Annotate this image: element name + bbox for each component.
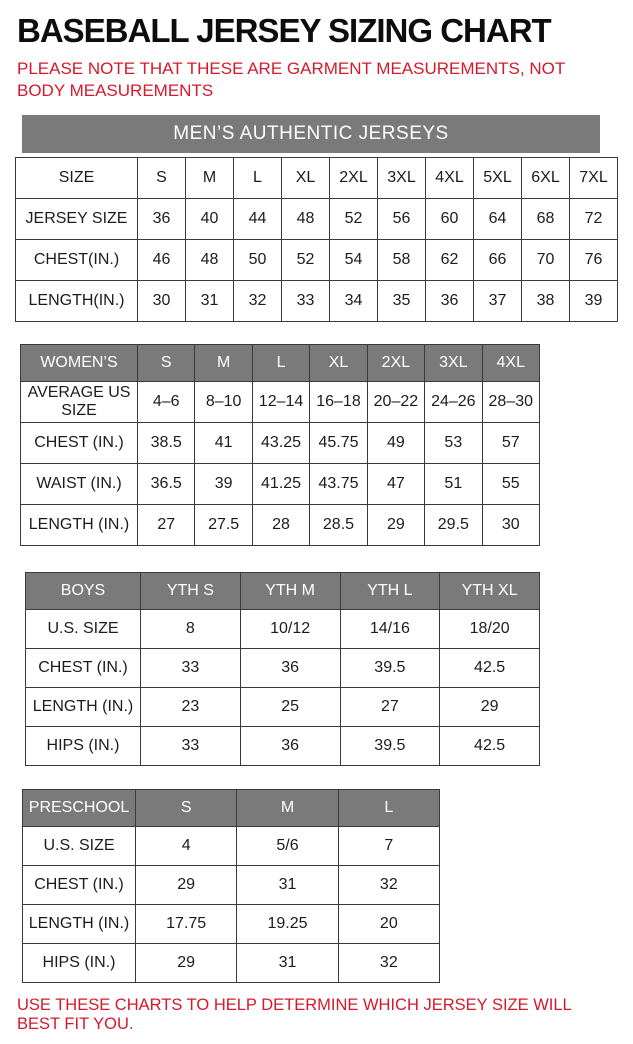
column-header: S	[138, 344, 195, 381]
size-value-cell: 50	[234, 239, 282, 280]
size-value-cell: 57	[482, 422, 539, 463]
row-label: LENGTH (IN.)	[23, 904, 136, 943]
size-value-cell: 38	[522, 280, 570, 321]
size-value-cell: 38.5	[138, 422, 195, 463]
size-value-cell: 36	[426, 280, 474, 321]
table-row	[16, 239, 618, 280]
size-value-cell: 30	[482, 504, 539, 545]
size-value-cell: 19.25	[237, 904, 338, 943]
size-value-cell: 32	[234, 280, 282, 321]
table-row	[26, 648, 540, 687]
size-value-cell: 39.5	[340, 648, 440, 687]
size-value-cell: 3XL	[378, 157, 426, 198]
row-label: U.S. SIZE	[23, 826, 136, 865]
column-header: M	[195, 344, 252, 381]
size-value-cell: 5/6	[237, 826, 338, 865]
table-row	[21, 381, 540, 422]
size-value-cell: 45.75	[310, 422, 367, 463]
table-row	[21, 463, 540, 504]
table-row	[16, 198, 618, 239]
row-label: HIPS (IN.)	[23, 943, 136, 982]
row-label: HIPS (IN.)	[26, 726, 141, 765]
size-value-cell: 27	[138, 504, 195, 545]
table-row	[21, 504, 540, 545]
row-label: SIZE	[16, 157, 138, 198]
size-value-cell: 28–30	[482, 381, 539, 422]
size-value-cell: 29.5	[425, 504, 482, 545]
size-value-cell: 17.75	[136, 904, 237, 943]
size-value-cell: 4XL	[426, 157, 474, 198]
size-value-cell: 32	[338, 943, 439, 982]
row-label: JERSEY SIZE	[16, 198, 138, 239]
size-value-cell: 14/16	[340, 609, 440, 648]
size-value-cell: 23	[141, 687, 241, 726]
column-header: YTH S	[141, 572, 241, 609]
size-value-cell: 68	[522, 198, 570, 239]
size-value-cell: 53	[425, 422, 482, 463]
table-row	[16, 157, 618, 198]
row-label: CHEST (IN.)	[21, 422, 138, 463]
size-value-cell: 44	[234, 198, 282, 239]
boys-sizing-table	[25, 572, 540, 766]
table-row	[23, 826, 440, 865]
size-value-cell: 32	[338, 865, 439, 904]
table-title-cell: BOYS	[26, 572, 141, 609]
table-row	[21, 422, 540, 463]
row-label: U.S. SIZE	[26, 609, 141, 648]
column-header: S	[136, 789, 237, 826]
table-row	[26, 687, 540, 726]
column-header: 3XL	[425, 344, 482, 381]
mens-authentic-jerseys-banner: MEN’S AUTHENTIC JERSEYS	[22, 115, 600, 153]
column-header: 4XL	[482, 344, 539, 381]
row-label: WAIST (IN.)	[21, 463, 138, 504]
size-value-cell: 41.25	[252, 463, 309, 504]
garment-measurement-note: PLEASE NOTE THAT THESE ARE GARMENT MEASUREMENTS, NOT BODY MEASUREMENTS	[17, 58, 565, 100]
row-label: CHEST(IN.)	[16, 239, 138, 280]
table-header-row	[26, 572, 540, 609]
size-value-cell: 28.5	[310, 504, 367, 545]
size-value-cell: 39	[195, 463, 252, 504]
size-value-cell: 70	[522, 239, 570, 280]
size-value-cell: 56	[378, 198, 426, 239]
size-value-cell: 6XL	[522, 157, 570, 198]
size-value-cell: 18/20	[440, 609, 540, 648]
size-value-cell: 29	[136, 943, 237, 982]
table-row	[23, 904, 440, 943]
row-label: LENGTH(IN.)	[16, 280, 138, 321]
size-value-cell: 62	[426, 239, 474, 280]
table-row	[23, 865, 440, 904]
preschool-sizing-table	[22, 789, 440, 983]
size-value-cell: 5XL	[474, 157, 522, 198]
size-value-cell: 34	[330, 280, 378, 321]
size-value-cell: 8	[141, 609, 241, 648]
size-value-cell: 60	[426, 198, 474, 239]
table-title-cell: PRESCHOOL	[23, 789, 136, 826]
size-value-cell: S	[138, 157, 186, 198]
row-label: LENGTH (IN.)	[26, 687, 141, 726]
womens-sizing-table	[20, 344, 540, 546]
size-value-cell: 10/12	[240, 609, 340, 648]
column-header: M	[237, 789, 338, 826]
size-value-cell: 39	[570, 280, 618, 321]
size-value-cell: 42.5	[440, 648, 540, 687]
row-label: CHEST (IN.)	[26, 648, 141, 687]
size-value-cell: 51	[425, 463, 482, 504]
row-label: CHEST (IN.)	[23, 865, 136, 904]
size-value-cell: 25	[240, 687, 340, 726]
size-value-cell: 64	[474, 198, 522, 239]
size-value-cell: 48	[186, 239, 234, 280]
column-header: YTH XL	[440, 572, 540, 609]
column-header: YTH M	[240, 572, 340, 609]
size-value-cell: 4–6	[138, 381, 195, 422]
size-value-cell: 8–10	[195, 381, 252, 422]
size-value-cell: 31	[237, 865, 338, 904]
table-row	[16, 280, 618, 321]
size-value-cell: 40	[186, 198, 234, 239]
size-value-cell: 52	[282, 239, 330, 280]
size-value-cell: 52	[330, 198, 378, 239]
column-header: 2XL	[367, 344, 424, 381]
size-value-cell: 33	[282, 280, 330, 321]
size-value-cell: 16–18	[310, 381, 367, 422]
size-value-cell: 28	[252, 504, 309, 545]
size-value-cell: 33	[141, 648, 241, 687]
size-value-cell: 36	[138, 198, 186, 239]
size-value-cell: 48	[282, 198, 330, 239]
size-value-cell: 2XL	[330, 157, 378, 198]
size-value-cell: 55	[482, 463, 539, 504]
size-value-cell: 36.5	[138, 463, 195, 504]
size-value-cell: 24–26	[425, 381, 482, 422]
size-value-cell: 43.25	[252, 422, 309, 463]
size-value-cell: 47	[367, 463, 424, 504]
table-row	[26, 609, 540, 648]
row-label: LENGTH (IN.)	[21, 504, 138, 545]
size-value-cell: 35	[378, 280, 426, 321]
size-value-cell: 29	[440, 687, 540, 726]
size-value-cell: 27	[340, 687, 440, 726]
size-value-cell: 42.5	[440, 726, 540, 765]
table-row	[26, 726, 540, 765]
size-value-cell: 41	[195, 422, 252, 463]
table-row	[23, 943, 440, 982]
column-header: L	[338, 789, 439, 826]
size-value-cell: 36	[240, 726, 340, 765]
size-value-cell: 33	[141, 726, 241, 765]
size-value-cell: 7XL	[570, 157, 618, 198]
size-value-cell: 12–14	[252, 381, 309, 422]
column-header: YTH L	[340, 572, 440, 609]
size-value-cell: 4	[136, 826, 237, 865]
column-header: XL	[310, 344, 367, 381]
size-value-cell: 27.5	[195, 504, 252, 545]
table-title-cell: WOMEN’S	[21, 344, 138, 381]
size-value-cell: 36	[240, 648, 340, 687]
size-value-cell: 31	[186, 280, 234, 321]
size-value-cell: M	[186, 157, 234, 198]
size-value-cell: 29	[136, 865, 237, 904]
size-value-cell: 49	[367, 422, 424, 463]
size-value-cell: 7	[338, 826, 439, 865]
size-value-cell: 43.75	[310, 463, 367, 504]
size-value-cell: 20–22	[367, 381, 424, 422]
column-header: L	[252, 344, 309, 381]
size-value-cell: 66	[474, 239, 522, 280]
mens-sizing-table	[15, 157, 618, 322]
size-value-cell: 54	[330, 239, 378, 280]
size-value-cell: 76	[570, 239, 618, 280]
table-header-row	[23, 789, 440, 826]
size-value-cell: L	[234, 157, 282, 198]
size-value-cell: 29	[367, 504, 424, 545]
size-value-cell: 58	[378, 239, 426, 280]
size-value-cell: 31	[237, 943, 338, 982]
fit-advice-footer: USE THESE CHARTS TO HELP DETERMINE WHICH JERSEY SIZE WILL BEST FIT YOU.	[17, 995, 572, 1033]
size-value-cell: 30	[138, 280, 186, 321]
size-value-cell: 72	[570, 198, 618, 239]
size-value-cell: 37	[474, 280, 522, 321]
size-value-cell: 20	[338, 904, 439, 943]
page-title: BASEBALL JERSEY SIZING CHART	[17, 12, 551, 49]
size-value-cell: 39.5	[340, 726, 440, 765]
row-label: AVERAGE US SIZE	[21, 381, 138, 422]
size-value-cell: XL	[282, 157, 330, 198]
size-value-cell: 46	[138, 239, 186, 280]
table-header-row	[21, 344, 540, 381]
